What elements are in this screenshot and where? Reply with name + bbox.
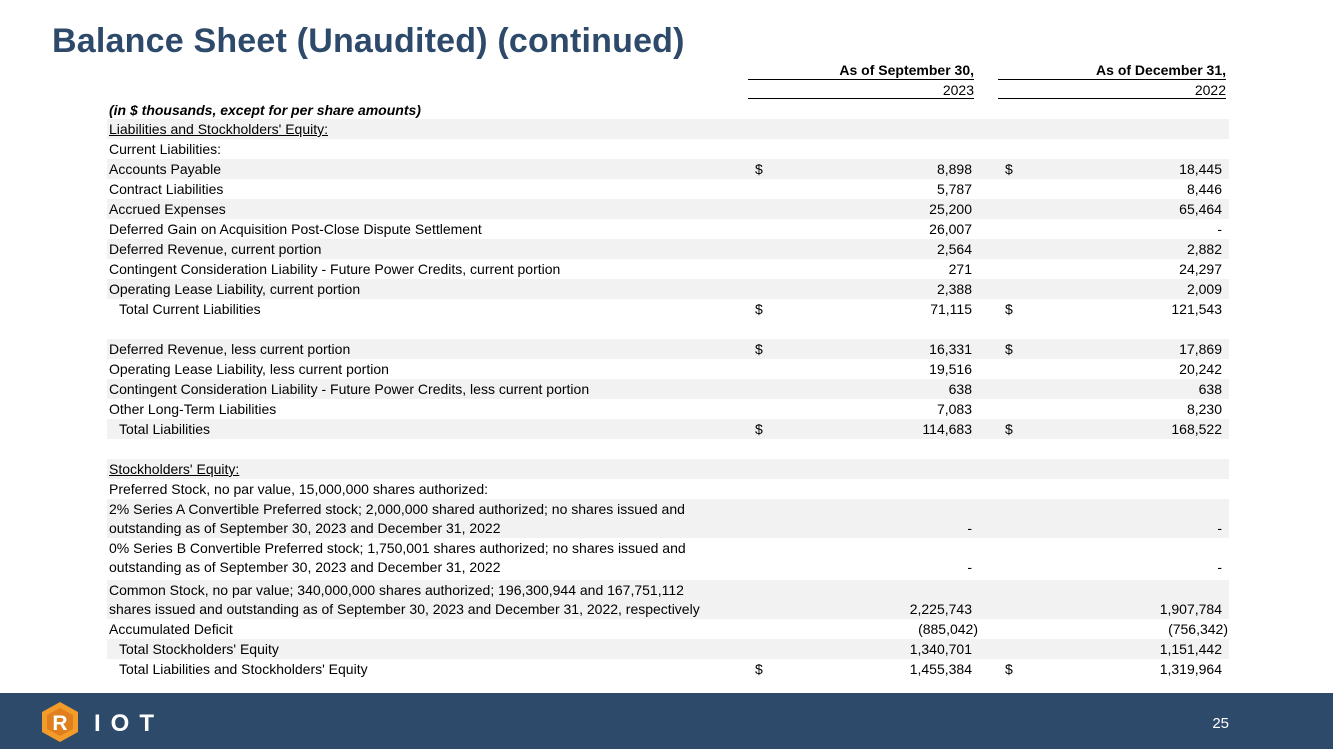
page-number: 25 [1212, 715, 1229, 732]
value-2023: 1,340,701 [909, 641, 972, 657]
currency-symbol: $ [755, 301, 763, 317]
currency-symbol: $ [1005, 301, 1013, 317]
value-2022: 24,297 [1179, 261, 1222, 277]
row-label: Contingent Consideration Liability - Future Power Credits, less current portion [109, 381, 590, 397]
value-2022: 1,319,964 [1159, 661, 1222, 677]
table-row [107, 479, 1229, 499]
table-row [107, 299, 1229, 319]
table-row [107, 580, 1229, 619]
row-label-total: Total Stockholders' Equity [119, 641, 279, 657]
currency-symbol: $ [755, 161, 763, 177]
column-year-2022: 2022 [1194, 82, 1226, 98]
row-label-line1: 2% Series A Convertible Preferred stock; 2,000,000 shared authorized; no shares issued and [109, 501, 685, 517]
value-2022: - [1217, 559, 1222, 575]
row-label-line2: outstanding as of September 30, 2023 and December 31, 2022 [109, 559, 501, 575]
table-row [107, 279, 1229, 299]
value-2023: 2,225,743 [909, 601, 972, 617]
value-2022: (756,342) [1168, 621, 1228, 637]
row-label [109, 500, 685, 538]
column-heading-sep-2023: As of September 30, [839, 62, 974, 78]
table-row [107, 139, 1229, 159]
row-label [109, 581, 700, 619]
svg-text:R: R [52, 712, 68, 735]
page-title: Balance Sheet (Unaudited) (continued) [52, 22, 685, 60]
value-2023: 71,115 [930, 301, 972, 317]
row-label [109, 539, 686, 577]
value-2023: 1,455,384 [909, 661, 972, 677]
table-row [107, 639, 1229, 659]
value-2022: 65,464 [1179, 201, 1222, 217]
value-2022: 20,242 [1179, 361, 1222, 377]
currency-symbol: $ [1005, 661, 1013, 677]
table-row [107, 119, 1229, 139]
value-2022: 17,869 [1179, 341, 1222, 357]
currency-symbol: $ [1005, 421, 1013, 437]
value-2022: 168,522 [1171, 421, 1222, 437]
value-2022: - [1217, 221, 1222, 237]
table-row [107, 159, 1229, 179]
units-note: (in $ thousands, except for per share amounts) [109, 102, 421, 118]
value-2023: 25,200 [929, 201, 972, 217]
column-heading-dec-2022: As of December 31, [1096, 62, 1226, 78]
balance-sheet-table [107, 119, 1229, 679]
column-rule [998, 79, 1226, 80]
table-row [107, 179, 1229, 199]
footer-bar [0, 693, 1333, 749]
row-label: Operating Lease Liability, current portion [109, 281, 361, 297]
table-row [107, 459, 1229, 479]
column-rule [998, 98, 1226, 99]
value-2023: - [967, 520, 972, 536]
svg-text:IOT: IOT [94, 710, 164, 737]
table-row [107, 419, 1229, 439]
row-label-line2: outstanding as of September 30, 2023 and December 31, 2022 [109, 520, 501, 536]
value-2022: 18,445 [1179, 161, 1222, 177]
table-row [107, 339, 1229, 359]
value-2023: 2,564 [936, 241, 972, 257]
value-2023: 19,516 [929, 361, 972, 377]
value-2023: 7,083 [936, 401, 972, 417]
row-label: Accumulated Deficit [109, 621, 233, 637]
row-label: Contingent Consideration Liability - Future Power Credits, current portion [109, 261, 561, 277]
value-2022: 638 [1198, 381, 1222, 397]
table-row [107, 399, 1229, 419]
table-row [107, 199, 1229, 219]
column-year-2023: 2023 [942, 82, 974, 98]
value-2022: 121,543 [1171, 301, 1222, 317]
currency-symbol: $ [755, 341, 763, 357]
row-label-line1: Common Stock, no par value; 340,000,000 shares authorized; 196,300,944 and 167,751,112 [109, 582, 684, 598]
currency-symbol: $ [755, 421, 763, 437]
value-2022: 1,907,784 [1159, 601, 1222, 617]
value-2022: 8,446 [1186, 181, 1222, 197]
row-label-line1: 0% Series B Convertible Preferred stock; 1,750,001 shares authorized; no shares issued and [109, 540, 686, 556]
column-rule [748, 79, 974, 80]
table-row [107, 538, 1229, 577]
value-2023: - [967, 559, 972, 575]
value-2022: 2,009 [1186, 281, 1222, 297]
value-2022: 1,151,442 [1159, 641, 1222, 657]
table-row [107, 259, 1229, 279]
row-label: Other Long-Term Liabilities [109, 401, 277, 417]
riot-logo [40, 701, 190, 743]
value-2022: 8,230 [1186, 401, 1222, 417]
row-label: Accounts Payable [109, 161, 222, 177]
table-row [107, 499, 1229, 538]
row-label: Deferred Gain on Acquisition Post-Close Dispute Settlement [109, 221, 482, 237]
table-row [107, 659, 1229, 679]
value-2023: 5,787 [936, 181, 972, 197]
value-2023: 2,388 [936, 281, 972, 297]
value-2023: 638 [948, 381, 972, 397]
row-label-line2: shares issued and outstanding as of September 30, 2023 and December 31, 2022, respectively [109, 601, 700, 617]
row-label-total: Total Current Liabilities [119, 301, 261, 317]
row-label: Preferred Stock, no par value, 15,000,000 shares authorized: [109, 481, 489, 497]
value-2023: 114,683 [922, 421, 972, 437]
subsection-heading: Current Liabilities: [109, 141, 222, 157]
value-2022: - [1217, 520, 1222, 536]
value-2022: 2,882 [1186, 241, 1222, 257]
row-label: Operating Lease Liability, less current portion [109, 361, 389, 377]
value-2023: (885,042) [918, 621, 978, 637]
table-row [107, 619, 1229, 639]
section-heading: Stockholders' Equity: [109, 461, 240, 477]
currency-symbol: $ [1005, 161, 1013, 177]
row-label: Accrued Expenses [109, 201, 226, 217]
spacer-row [107, 439, 1229, 459]
currency-symbol: $ [755, 661, 763, 677]
section-heading: Liabilities and Stockholders' Equity: [109, 121, 329, 137]
row-label-total: Total Liabilities [119, 421, 211, 437]
table-row [107, 219, 1229, 239]
column-rule [748, 98, 974, 99]
spacer-row [107, 319, 1229, 339]
row-label-total: Total Liabilities and Stockholders' Equity [119, 661, 368, 677]
value-2023: 8,898 [936, 161, 972, 177]
value-2023: 26,007 [929, 221, 972, 237]
row-label: Deferred Revenue, current portion [109, 241, 322, 257]
row-label: Contract Liabilities [109, 181, 224, 197]
currency-symbol: $ [1005, 341, 1013, 357]
table-row [107, 239, 1229, 259]
table-row [107, 379, 1229, 399]
table-row [107, 359, 1229, 379]
value-2023: 16,331 [929, 341, 972, 357]
row-label: Deferred Revenue, less current portion [109, 341, 351, 357]
value-2023: 271 [948, 261, 972, 277]
